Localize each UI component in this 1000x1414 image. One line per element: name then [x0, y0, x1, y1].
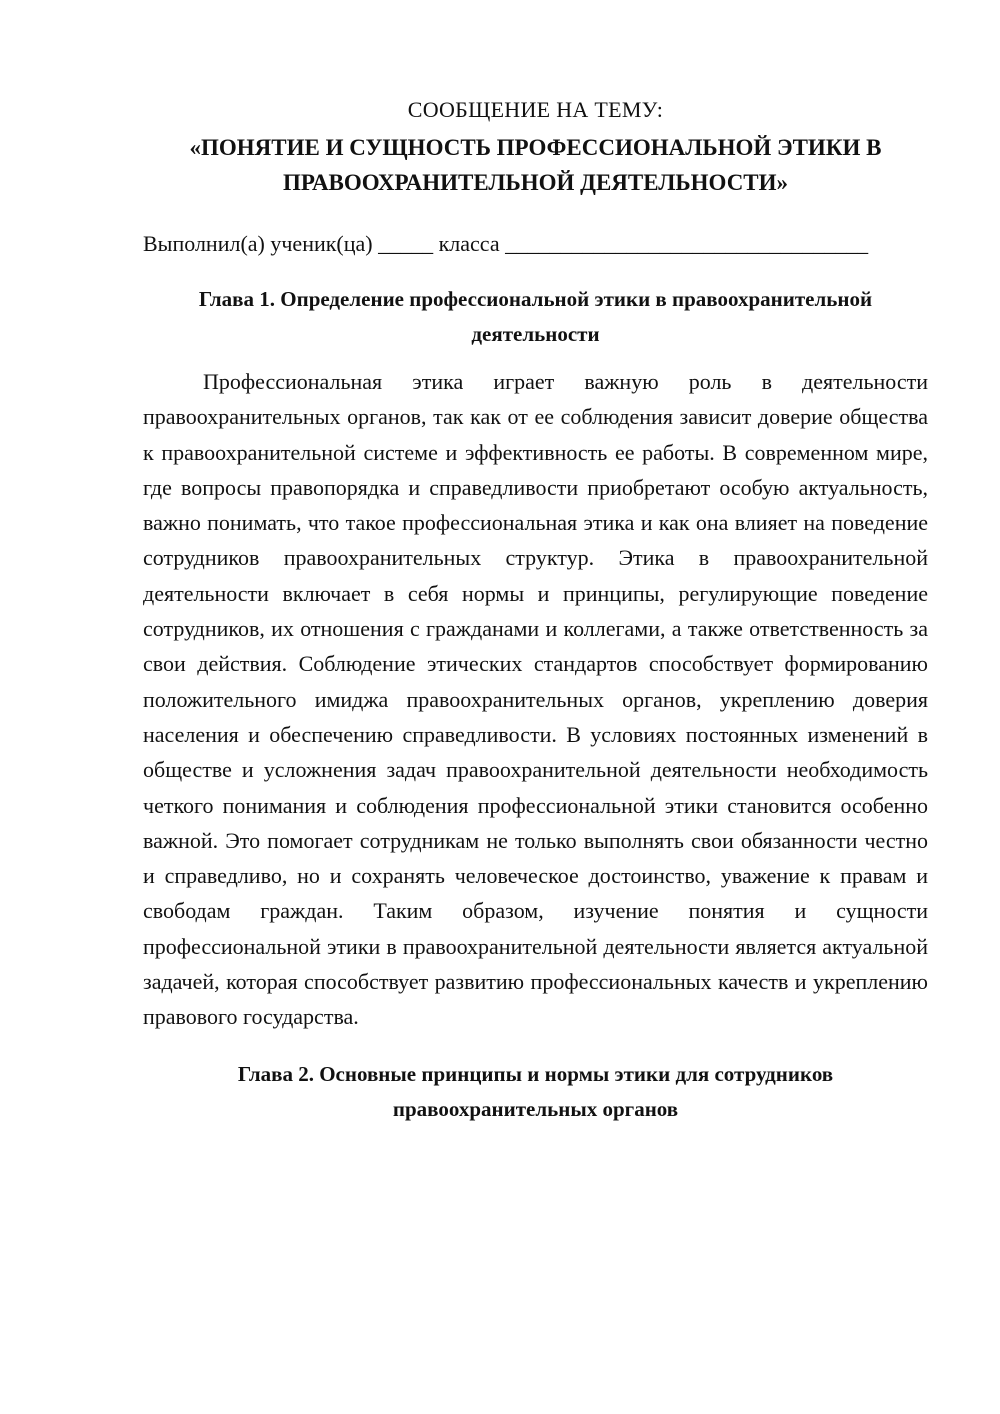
- chapter-2-heading: Глава 2. Основные принципы и нормы этики для сотрудников правоохранительных органов: [237, 1061, 834, 1121]
- document-title: «ПОНЯТИЕ И СУЩНОСТЬ ПРОФЕССИОНАЛЬНОЙ ЭТИКИ В ПРАВООХРАНИТЕЛЬНОЙ ДЕЯТЕЛЬНОСТИ»: [189, 135, 882, 195]
- document-page: [143, 90, 928, 1127]
- author-line: Выполнил(а) ученик(ца) _____ класса _________________________________: [143, 231, 869, 256]
- chapter-1-paragraph: Профессиональная этика играет важную роль в деятельности правоохранительных органов, так как от ее соблюдения зависит доверие общества к правоохранительной системе и эффективность ее работы. В современном мире, где вопросы правопорядка и справедливости приобретают особую актуальность, важно понимать, что такое профессиональная этика и как она влияет на поведение сотрудников правоохранительных структур. Этика в правоохранительной деятельности включает в себя нормы и принципы, регулирующие поведение сотрудников, их отношения с гражданами и коллегами, а также ответственность за свои действия. Соблюдение этических стандартов способствует формированию положительного имиджа правоохранительных органов, укреплению доверия населения и обеспечению справедливости. В условиях постоянных изменений в обществе и усложнения задач правоохранительной деятельности необходимость четкого понимания и соблюдения профессиональной этики становится особенно важной. Это помогает сотрудникам не только выполнять свои обязанности честно и справедливо, но и сохранять человеческое достоинство, уважение к правам и свободам граждан. Таким образом, изучение понятия и сущности профессиональной этики в правоохранительной деятельности является актуальной задачей, которая способствует развитию профессиональных качеств и укреплению правового государства.: [143, 369, 928, 1030]
- chapter-1-heading: Глава 1. Определение профессиональной этики в правоохранительной деятельности: [198, 287, 873, 346]
- document-label: СООБЩЕНИЕ НА ТЕМУ:: [407, 97, 664, 122]
